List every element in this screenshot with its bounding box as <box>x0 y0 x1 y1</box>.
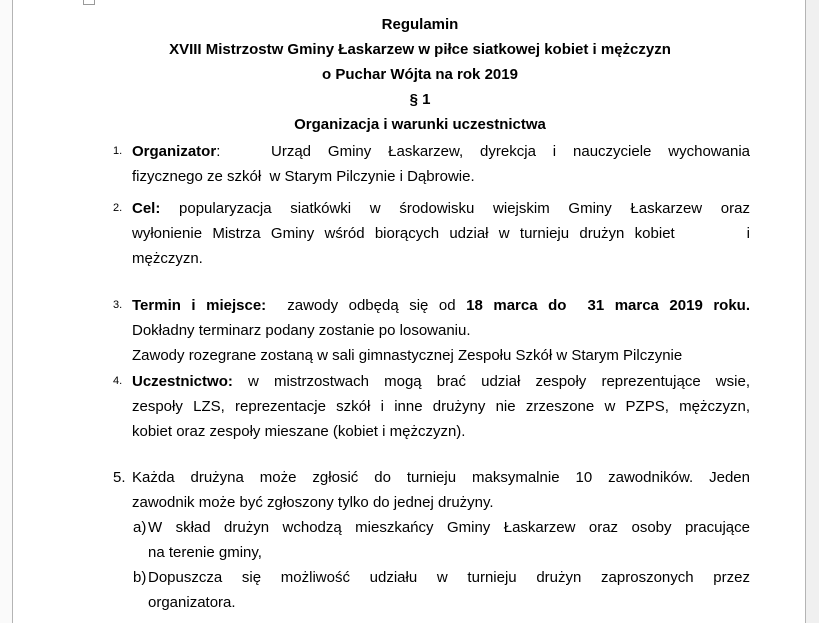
text-segment: w mistrzostwach mogą brać udział zespoły reprezentujące wsie, <box>232 373 750 390</box>
text-line: zawodnik może być zgłoszony tylko do jednej drużyny. <box>132 494 494 511</box>
item-text <box>132 369 750 444</box>
item-lead-bold: Termin i miejsce: <box>132 297 267 314</box>
text-segment: popularyzacja siatkówki w środowisku wiejskim Gminy Łaskarzew oraz <box>160 200 750 217</box>
text-line: W skład drużyn wchodzą mieszkańcy Gminy Łaskarzew oraz osoby pracujące <box>148 519 750 536</box>
text-line: zespoły LZS, reprezentacje szkół i inne drużyny nie zrzeszone w PZPS, mężczyzn, <box>132 398 750 415</box>
item-number: 2. <box>113 202 123 214</box>
text-line: Zawody rozegrane zostaną w sali gimnastycznej Zespołu Szkół w Starym Pilczynie <box>132 347 683 364</box>
date-range-bold: 18 marca do 31 marca 2019 roku. <box>466 297 751 314</box>
item-text <box>132 465 750 515</box>
text-line: organizatora. <box>148 594 236 611</box>
item-number: 5. <box>113 469 126 486</box>
item-lead-bold: Cel: <box>132 200 161 217</box>
sub-item-marker: b) <box>133 569 147 586</box>
title-line: Regulamin <box>381 16 459 33</box>
text-line: fizycznego ze szkół w Starym Pilczynie i Dąbrowie. <box>132 168 475 185</box>
sub-item-text <box>148 565 750 615</box>
text-segment: zawody odbędą się od <box>266 297 467 314</box>
app-background-right <box>805 0 819 623</box>
item-lead-bold: Uczestnictwo: <box>132 373 233 390</box>
item-text <box>132 293 750 368</box>
item-lead-bold: Organizator <box>132 143 217 160</box>
text-segment: : Urząd Gminy Łaskarzew, dyrekcja i nauczyciele wychowania <box>216 143 750 160</box>
item-text <box>132 196 750 271</box>
text-line: wyłonienie Mistrza Gminy wśród biorących udział w turnieju drużyn kobiet i <box>132 225 750 242</box>
document-title-block <box>90 13 750 138</box>
text-line <box>132 196 750 221</box>
item-number: 4. <box>113 375 123 387</box>
title-line: XVIII Mistrzostw Gminy Łaskarzew w piłce siatkowej kobiet i mężczyzn <box>169 41 671 58</box>
text-line <box>132 293 750 318</box>
text-line: mężczyzn. <box>132 250 203 267</box>
text-line: Dopuszcza się możliwość udziału w turnieju drużyn zaproszonych przez <box>148 569 750 586</box>
sub-item-text <box>148 515 750 565</box>
item-text <box>132 139 750 189</box>
text-line: Każda drużyna może zgłosić do turnieju maksymalnie 10 zawodników. Jeden <box>132 469 750 486</box>
item-number: 1. <box>113 145 123 157</box>
text-line: Dokładny terminarz podany zostanie po losowaniu. <box>132 322 471 339</box>
text-line <box>132 369 750 394</box>
item-number: 3. <box>113 299 123 311</box>
document-page[interactable] <box>13 0 804 623</box>
boundary-mark-icon <box>83 0 95 5</box>
app-background-left <box>0 0 13 623</box>
text-line <box>132 139 750 164</box>
title-line: o Puchar Wójta na rok 2019 <box>322 66 518 83</box>
sub-item-marker: a) <box>133 519 147 536</box>
text-line: na terenie gminy, <box>148 544 262 561</box>
section-symbol-line: § 1 <box>409 91 431 108</box>
title-line: Organizacja i warunki uczestnictwa <box>294 116 546 133</box>
text-line: kobiet oraz zespoły mieszane (kobiet i mężczyzn). <box>132 423 466 440</box>
